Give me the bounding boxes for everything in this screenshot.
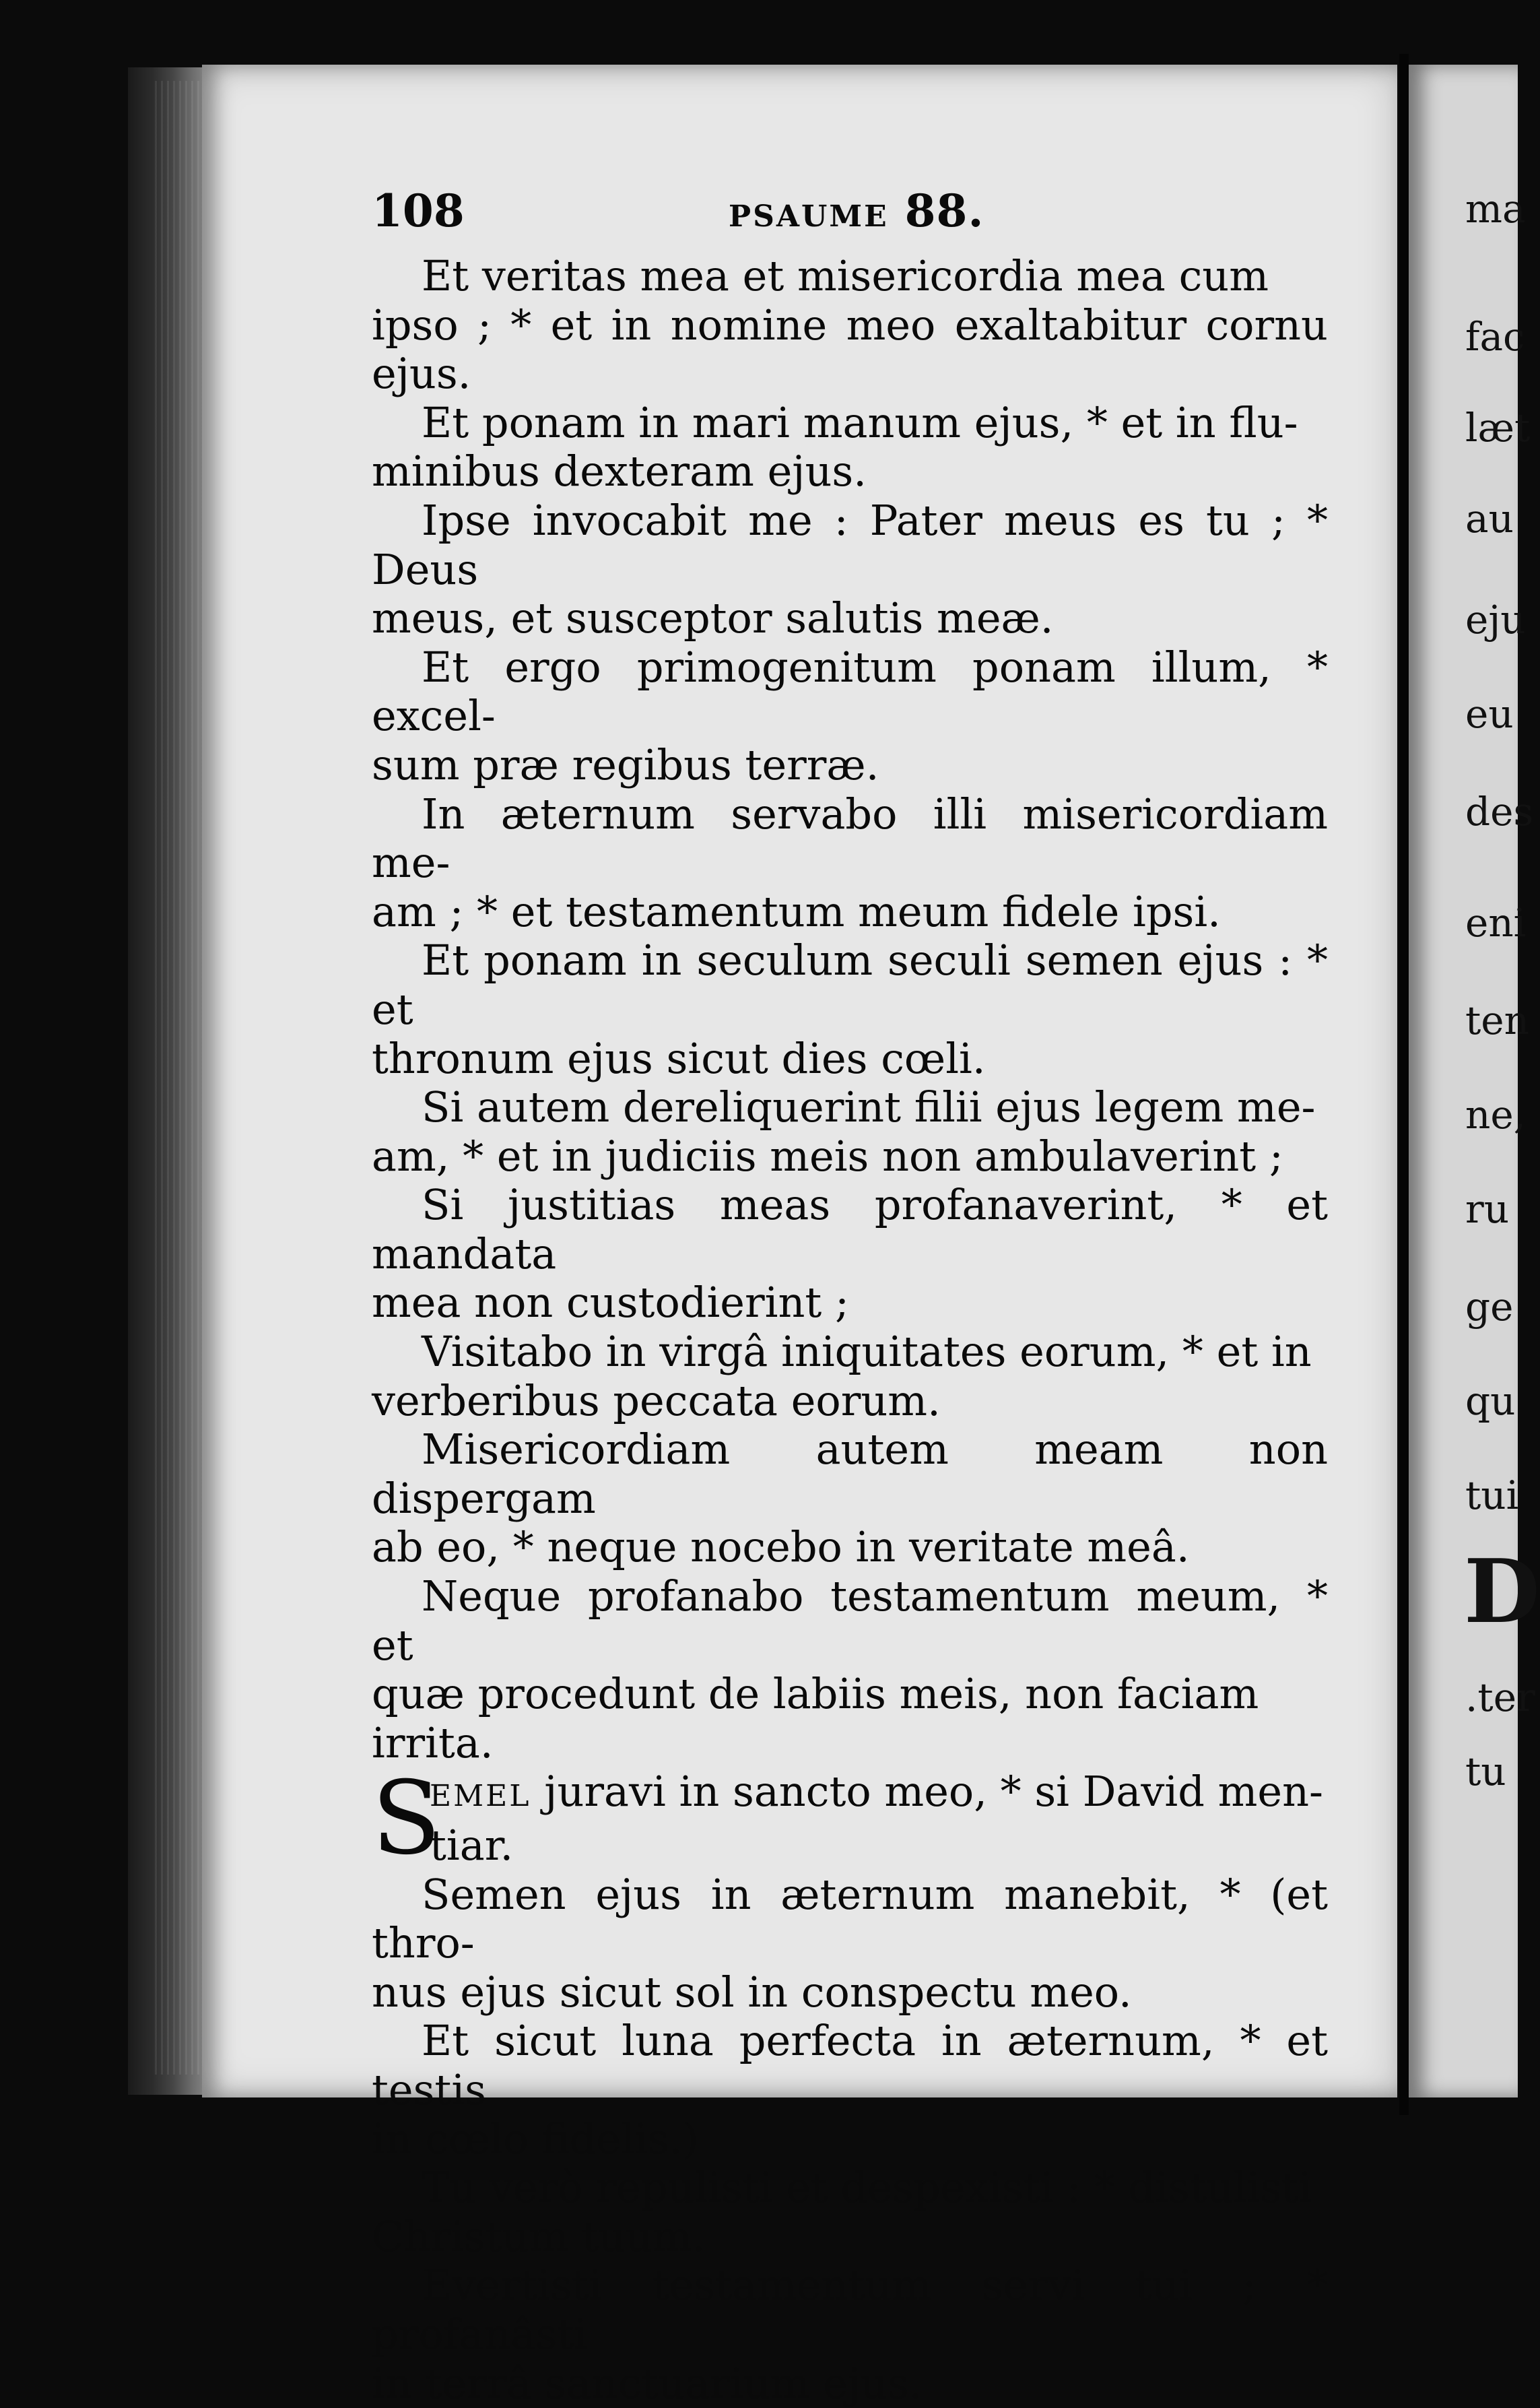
verse-line: meus, et susceptor salutis meæ. (372, 593, 1054, 643)
neighbour-fragment: ge (1465, 1284, 1514, 1330)
verse (372, 1870, 1328, 2017)
verse (372, 496, 1328, 643)
verses-block (372, 252, 1328, 1767)
verse-line: Christum tuum. (372, 2211, 706, 2261)
neighbour-fragment: ten (1465, 998, 1529, 1043)
neighbour-fragment: D (1464, 1540, 1540, 1643)
neighbour-fragment: fac (1465, 314, 1525, 360)
neighbour-fragment: eu (1465, 691, 1514, 737)
verse-line: Et ponam in mari manum ejus, * et in flu- (422, 397, 1298, 447)
verse-line: Visitabo in virgâ iniquitates eorum, * et in (422, 1327, 1312, 1377)
verse (372, 1181, 1328, 1328)
verse-line: Et ergo primogenitum ponam illum, * excel- (372, 642, 1328, 741)
verse-line: mea non custodierint ; (372, 1278, 849, 1328)
verse-line: in terrâ sanctuarium ejus. (372, 2358, 923, 2408)
gutter-divider (1399, 54, 1409, 2115)
verse (372, 790, 1328, 937)
verse-line: verberibus peccata eorum. (372, 1375, 941, 1425)
verse (372, 399, 1328, 496)
verse-line: irrita. (372, 1718, 494, 1767)
verse-line: Tu verò repulisti et despexisti : * distulisti (422, 2163, 1312, 2213)
verse-line: am, * et in judiciis meis non ambulaverint ; (372, 1131, 1283, 1181)
verses-block-after (372, 1870, 1328, 2408)
neighbour-fragment: ne, (1465, 1092, 1527, 1138)
page-number: 108 (372, 185, 465, 237)
neighbour-fragment: tu (1465, 1749, 1506, 1794)
neighbour-fragment: au (1465, 496, 1514, 542)
verse-line: Semen ejus in æternum manebit, * (et thro- (372, 1869, 1328, 1968)
verse (372, 2261, 1328, 2408)
verse (372, 936, 1328, 1083)
neighbour-fragment: læt (1465, 405, 1531, 451)
verse-line: ab eo, * neque nocebo in veritate meâ. (372, 1522, 1190, 1572)
verse-line: Evertisti testamentum servi tui ; * profanâsti (372, 2260, 1328, 2359)
neighbour-fragment: tui (1465, 1472, 1519, 1518)
psalm-text (372, 252, 1328, 2408)
verse-line: Si justitias meas profanaverint, * et mandata (372, 1180, 1328, 1278)
neighbour-fragment: des (1465, 789, 1534, 835)
verse-line: thronum ejus sicut dies cœli. (372, 1033, 986, 1083)
verse-line: nus ejus sicut sol in conspectu meo. (372, 1967, 1132, 2017)
verse (372, 1328, 1328, 1425)
verse-line: Si autem dereliquerint filii ejus legem me- (422, 1082, 1316, 1132)
verse (372, 1083, 1328, 1181)
neighbour-fragment: ru (1465, 1186, 1510, 1232)
running-head-word: PSAUME (729, 199, 889, 234)
book-page (202, 65, 1397, 2408)
neighbour-fragment: eni (1465, 900, 1527, 946)
neighbour-page (1409, 65, 1540, 2097)
neighbour-fragment: eju (1465, 597, 1526, 643)
verse-line: Et veritas mea et misericordia mea cum (422, 251, 1269, 300)
verse-line: In æternum servabo illi misericordiam me- (372, 789, 1328, 888)
semel-line-1: juravi in sancto meo, * si David men- (544, 1767, 1323, 1817)
neighbour-fragment: .ter (1465, 1674, 1535, 1720)
verse (372, 2163, 1328, 2261)
verse-line: am ; * et testamentum meum fidele ipsi. (372, 886, 1221, 936)
semel-smallcaps: EMEL (430, 1779, 531, 1814)
verse-line: Et sicut luna perfecta in æternum, * et testis (372, 2016, 1328, 2114)
verse (372, 1425, 1328, 1572)
running-head (729, 185, 984, 237)
verse-line: Neque profanabo testamentum meum, * et (372, 1571, 1328, 1670)
semel-verse (372, 1760, 1328, 1878)
verse-line: in cœlo fidelis.) (372, 2114, 699, 2163)
semel-line-2: tiar. (430, 1821, 514, 1870)
verse-line: Et ponam in seculum seculi semen ejus : * et (372, 936, 1328, 1034)
verse-line: minibus dexteram ejus. (372, 447, 867, 496)
running-head-number: 88. (904, 185, 984, 237)
verse-line: Ipse invocabit me : Pater meus es tu ; * Deus (372, 495, 1328, 594)
verse (372, 2017, 1328, 2163)
verse (372, 1572, 1328, 1767)
verse-line: ipso ; * et in nomine meo exaltabitur cornu ejus. (372, 300, 1328, 399)
drop-cap: S (372, 1760, 441, 1878)
verse (372, 643, 1328, 790)
page-edges (155, 81, 202, 2075)
verse-line: sum præ regibus terræ. (372, 740, 879, 789)
verse-line: quæ procedunt de labiis meis, non faciam (372, 1669, 1259, 1719)
verse (372, 252, 1328, 399)
page-header (372, 185, 1193, 245)
neighbour-fragment: ma (1465, 186, 1526, 232)
verse-line: Misericordiam autem meam non dispergam (372, 1425, 1328, 1523)
neighbour-fragment: qu (1465, 1378, 1516, 1424)
